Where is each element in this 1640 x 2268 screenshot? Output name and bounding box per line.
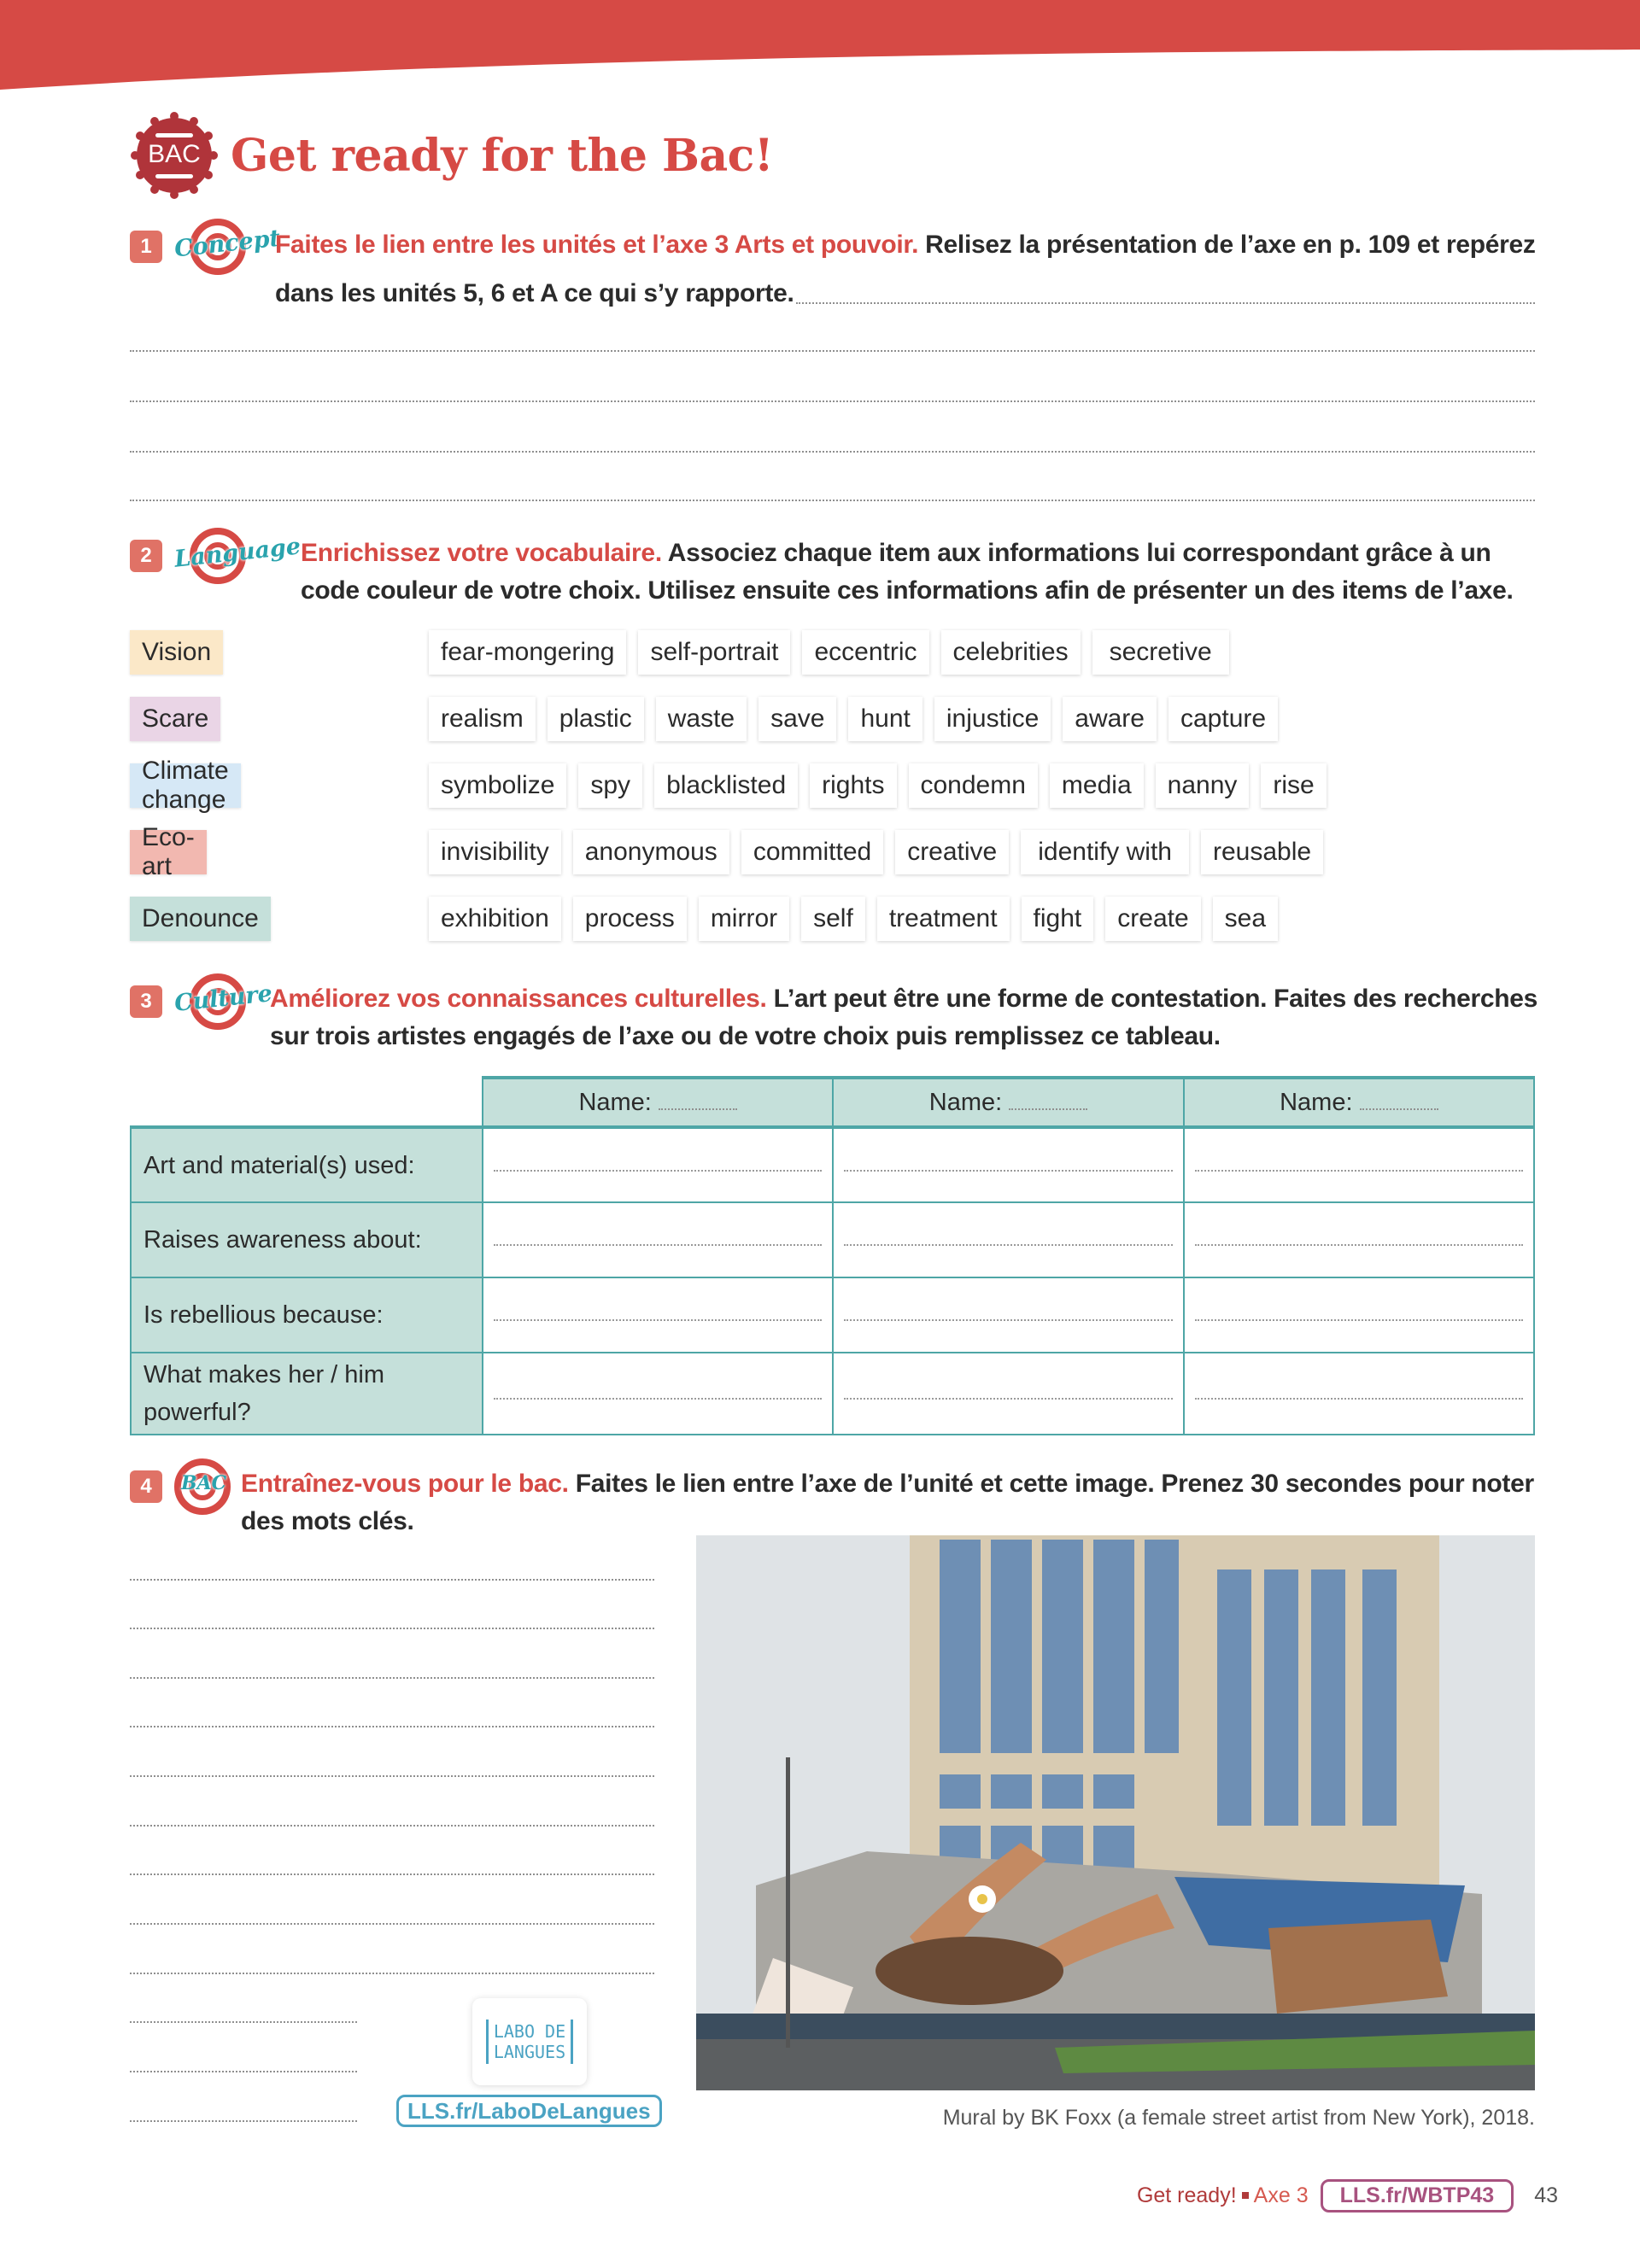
- workbook-link[interactable]: LLS.fr/WBTP43: [1321, 2179, 1514, 2212]
- answer-line[interactable]: [130, 2021, 357, 2023]
- culture-tag-icon: Culture: [174, 973, 268, 1033]
- word-chip[interactable]: media: [1050, 763, 1144, 808]
- language-tag-icon: Language: [174, 528, 268, 587]
- page-header: [130, 111, 773, 200]
- word-chip[interactable]: mirror: [699, 897, 789, 941]
- table-cell-input[interactable]: [483, 1202, 833, 1277]
- word-chip[interactable]: invisibility: [429, 830, 561, 874]
- answer-line[interactable]: [130, 400, 1535, 402]
- section-4-instruction-line2: des mots clés.: [241, 1507, 414, 1535]
- bac-tag-icon: BAC: [174, 1458, 243, 1518]
- answer-line[interactable]: [796, 302, 1535, 304]
- table-cell-input[interactable]: [483, 1127, 833, 1202]
- bac-badge-icon: [130, 111, 219, 200]
- section-number: 1: [130, 231, 162, 263]
- word-chip[interactable]: capture: [1168, 697, 1278, 741]
- word-chip[interactable]: rights: [810, 763, 896, 808]
- answer-line[interactable]: [130, 1775, 654, 1777]
- instruction-text: Associez chaque item aux informations lui correspondant grâce à un: [661, 539, 1491, 567]
- table-cell-input[interactable]: [1184, 1202, 1534, 1277]
- instruction-highlight: Entraînez-vous pour le bac.: [241, 1470, 569, 1498]
- word-chip[interactable]: nanny: [1156, 763, 1250, 808]
- page-number: 43: [1534, 2183, 1558, 2207]
- section-number: 3: [130, 985, 162, 1018]
- answer-line[interactable]: [130, 1825, 654, 1827]
- instruction-text: L’art peut être une forme de contestation. Faites des recherches: [766, 985, 1538, 1013]
- word-chip[interactable]: secretive: [1092, 630, 1229, 675]
- word-chip[interactable]: self: [801, 897, 865, 941]
- word-chip[interactable]: waste: [656, 697, 747, 741]
- answer-line[interactable]: [130, 1873, 654, 1875]
- section-3-instruction-line2: sur trois artistes engagés de l’axe ou de votre choix puis remplissez ce tableau.: [270, 1022, 1221, 1050]
- section-1-instruction: [275, 226, 1539, 264]
- answer-line[interactable]: [130, 1628, 654, 1629]
- image-caption: Mural by BK Foxx (a female street artist from New York), 2018.: [942, 2106, 1535, 2130]
- answer-line[interactable]: [130, 1579, 654, 1581]
- word-chip[interactable]: anonymous: [573, 830, 729, 874]
- table-corner: [131, 1078, 483, 1127]
- word-chip[interactable]: identify with: [1021, 830, 1189, 874]
- section-4-instruction: [241, 1465, 1539, 1503]
- section-2-instruction: [301, 535, 1539, 572]
- word-chip[interactable]: condemn: [909, 763, 1038, 808]
- category-label[interactable]: Climate change: [130, 763, 241, 808]
- word-chip[interactable]: process: [573, 897, 687, 941]
- word-chip[interactable]: save: [758, 697, 836, 741]
- answer-line[interactable]: [130, 451, 1535, 453]
- labo-de-langues-link[interactable]: LLS.fr/LaboDeLangues: [396, 2095, 662, 2127]
- bac-badge-text: BAC: [148, 140, 201, 168]
- word-chip[interactable]: eccentric: [802, 630, 928, 675]
- table-row: [131, 1277, 1534, 1353]
- row-header: Raises awareness about:: [131, 1202, 483, 1277]
- answer-line[interactable]: [130, 2071, 357, 2072]
- table-cell-input[interactable]: [833, 1202, 1183, 1277]
- table-cell-input[interactable]: [1184, 1127, 1534, 1202]
- word-chip[interactable]: blacklisted: [654, 763, 798, 808]
- word-chip[interactable]: celebrities: [941, 630, 1081, 675]
- table-row: [131, 1127, 1534, 1202]
- word-chip[interactable]: spy: [578, 763, 642, 808]
- table-cell-input[interactable]: [483, 1353, 833, 1435]
- name-input[interactable]: [659, 1108, 737, 1110]
- instruction-highlight: Améliorez vos connaissances culturelles.: [270, 985, 767, 1013]
- word-chip[interactable]: hunt: [848, 697, 922, 741]
- section-number: 2: [130, 540, 162, 572]
- instruction-text: Faites le lien entre l’axe de l’unité et cette image. Prenez 30 secondes pour noter: [568, 1470, 1534, 1498]
- word-chip[interactable]: fight: [1022, 897, 1094, 941]
- table-cell-input[interactable]: [833, 1127, 1183, 1202]
- instruction-text: Relisez la présentation de l’axe en p. 109 et repérez: [918, 231, 1536, 259]
- word-chip[interactable]: injustice: [934, 697, 1051, 741]
- instruction-highlight: Enrichissez votre vocabulaire.: [301, 539, 662, 567]
- bullet-icon: [1242, 2192, 1249, 2199]
- table-row: [131, 1202, 1534, 1277]
- header-banner: [0, 0, 1640, 94]
- row-header: Is rebellious because:: [131, 1277, 483, 1353]
- table-cell-input[interactable]: [833, 1353, 1183, 1435]
- labo-de-langues-logo[interactable]: LABO DE LANGUES: [472, 1998, 587, 2085]
- artists-table: [130, 1076, 1535, 1435]
- answer-line[interactable]: [130, 500, 1535, 501]
- word-chip[interactable]: symbolize: [429, 763, 566, 808]
- section-3-instruction: [270, 980, 1543, 1018]
- word-chip[interactable]: sea: [1213, 897, 1278, 941]
- word-chip[interactable]: fear-mongering: [429, 630, 626, 675]
- answer-line[interactable]: [130, 1923, 654, 1925]
- word-chip[interactable]: realism: [429, 697, 536, 741]
- category-label[interactable]: Scare: [130, 697, 220, 741]
- word-chip[interactable]: exhibition: [429, 897, 561, 941]
- table-cell-input[interactable]: [1184, 1277, 1534, 1353]
- name-input[interactable]: [1360, 1108, 1438, 1110]
- section-1-instruction-line2: dans les unités 5, 6 et A ce qui s’y rapporte.: [275, 279, 794, 307]
- word-chip[interactable]: aware: [1063, 697, 1157, 741]
- word-chip[interactable]: plastic: [548, 697, 644, 741]
- table-cell-input[interactable]: [833, 1277, 1183, 1353]
- category-label[interactable]: Eco-art: [130, 830, 207, 874]
- answer-line[interactable]: [130, 1973, 654, 1974]
- column-header: Name:: [483, 1078, 833, 1127]
- answer-line[interactable]: [130, 1726, 654, 1727]
- category-label[interactable]: Vision: [130, 630, 223, 675]
- footer-breadcrumb: Get ready! Axe 3: [1136, 2183, 1309, 2207]
- table-row: [131, 1353, 1534, 1435]
- word-chip[interactable]: committed: [741, 830, 883, 874]
- page-footer: [1137, 2179, 1558, 2212]
- row-header: What makes her / him powerful?: [131, 1353, 483, 1435]
- page-title: Get ready for the Bac!: [231, 129, 774, 182]
- table-cell-input[interactable]: [1184, 1353, 1534, 1435]
- column-header: Name:: [833, 1078, 1183, 1127]
- table-cell-input[interactable]: [483, 1277, 833, 1353]
- mural-photo: [696, 1535, 1535, 2090]
- answer-line[interactable]: [130, 2120, 357, 2122]
- word-chip[interactable]: self-portrait: [638, 630, 790, 675]
- concept-tag-icon: Concept: [174, 219, 268, 278]
- answer-line[interactable]: [130, 350, 1535, 352]
- word-chip[interactable]: treatment: [877, 897, 1010, 941]
- word-chip[interactable]: reusable: [1201, 830, 1323, 874]
- section-number: 4: [130, 1470, 162, 1503]
- answer-line[interactable]: [130, 1677, 654, 1679]
- word-chip[interactable]: creative: [895, 830, 1009, 874]
- row-header: Art and material(s) used:: [131, 1127, 483, 1202]
- word-chip[interactable]: create: [1105, 897, 1200, 941]
- name-input[interactable]: [1009, 1108, 1087, 1110]
- column-header: Name:: [1184, 1078, 1534, 1127]
- category-label[interactable]: Denounce: [130, 897, 271, 941]
- instruction-highlight: Faites le lien entre les unités et l’axe 3 Arts et pouvoir.: [275, 231, 919, 259]
- word-chip[interactable]: rise: [1261, 763, 1326, 808]
- section-2-instruction-line2: code couleur de votre choix. Utilisez ensuite ces informations afin de présenter un des items de l’axe.: [301, 576, 1514, 605]
